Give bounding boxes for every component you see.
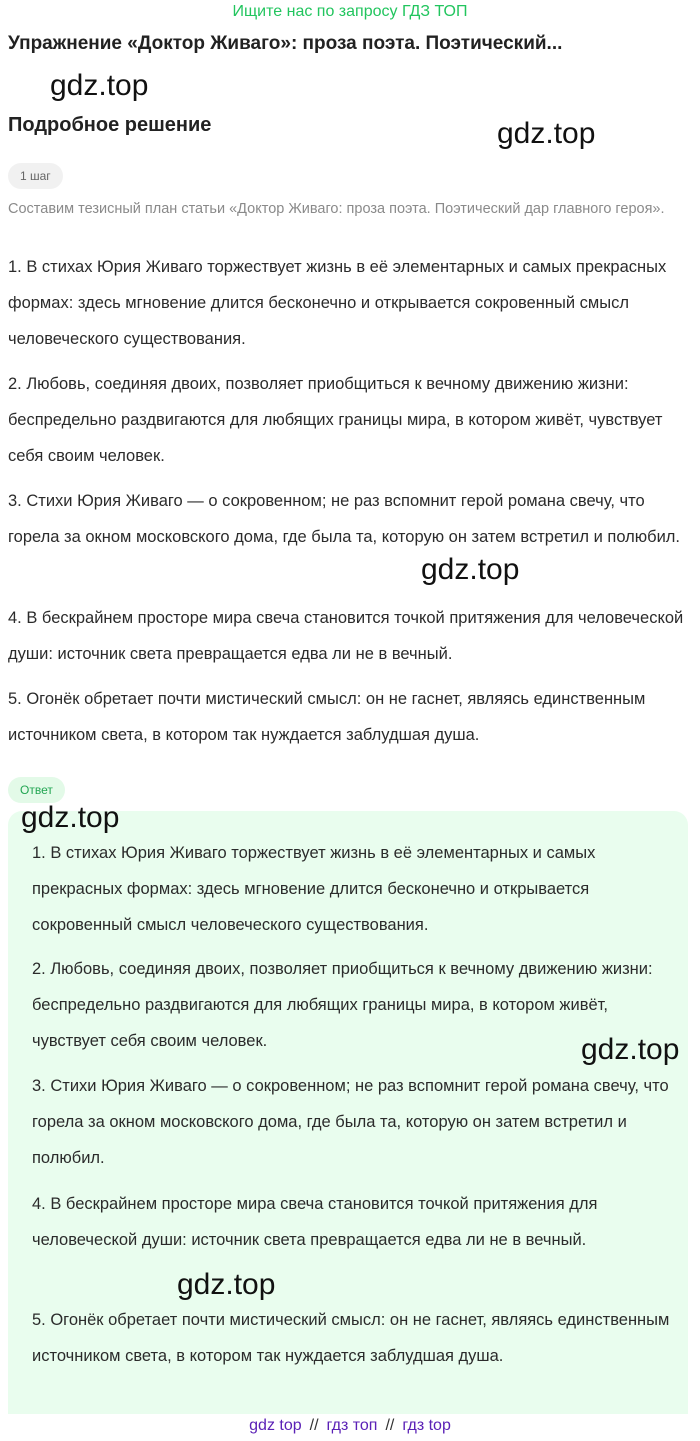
answer-badge: Ответ: [8, 777, 65, 803]
footer-links: [0, 1415, 700, 1437]
answer-point-3: 3. Стихи Юрия Живаго — о сокровенном; не раз вспомнит герой романа свечу, что горела за окном московского дома, где была та, которую он затем встретил и полюбил.: [32, 1077, 669, 1167]
footer-link-gdz-top-mixed[interactable]: гдз top: [402, 1417, 451, 1434]
solution-point-5: 5. Огонёк обретает почти мистический смысл: он не гаснет, являясь единственным источником света, в котором так нуждается заблудшая душа.: [8, 690, 646, 744]
watermark: gdz.top: [21, 801, 120, 834]
step-badge: 1 шаг: [8, 163, 63, 189]
answer-point-1: 1. В стихах Юрия Живаго торжествует жизнь в её элементарных и самых прекрасных формах: здесь мгновение длится бесконечно и открывается сокровенный смысл человеческого существования.: [32, 844, 596, 934]
watermark: gdz.top: [497, 117, 596, 150]
footer-separator: //: [309, 1417, 319, 1434]
search-banner: Ищите нас по запросу ГДЗ ТОП: [232, 3, 468, 20]
footer-link-gdz-top[interactable]: gdz top: [249, 1417, 302, 1434]
answer-point-5: 5. Огонёк обретает почти мистический смысл: он не гаснет, являясь единственным источником света, в котором так нуждается заблудшая душа.: [32, 1311, 670, 1365]
section-title: Подробное решение: [8, 114, 212, 136]
watermark: gdz.top: [50, 69, 149, 102]
solution-point-2: 2. Любовь, соединяя двоих, позволяет приобщиться к вечному движению жизни: беспредельно раздвигаются для любящих границы мира, в котором живёт, чувствует себя своим человек.: [8, 375, 663, 465]
watermark: gdz.top: [581, 1033, 680, 1066]
page-title: Упражнение «Доктор Живаго»: проза поэта. Поэтический...: [8, 33, 563, 54]
solution-point-1: 1. В стихах Юрия Живаго торжествует жизнь в её элементарных и самых прекрасных формах: здесь мгновение длится бесконечно и открывается сокровенный смысл человеческого существования.: [8, 258, 667, 348]
footer-link-gdz-top-ru[interactable]: гдз топ: [326, 1417, 378, 1434]
answer-point-2: 2. Любовь, соединяя двоих, позволяет приобщиться к вечному движению жизни: беспредельно раздвигаются для любящих границы мира, в котором живёт, чувствует себя своим человек.: [32, 960, 653, 1050]
solution-point-3: 3. Стихи Юрия Живаго — о сокровенном; не раз вспомнит герой романа свечу, что горела за окном московского дома, где была та, которую он затем встретил и полюбил.: [8, 492, 681, 546]
watermark: gdz.top: [421, 553, 520, 586]
footer-separator: //: [385, 1417, 395, 1434]
watermark: gdz.top: [177, 1268, 276, 1301]
solution-point-4: 4. В бескрайнем просторе мира свеча становится точкой притяжения для человеческой души: источник света превращается едва ли не в вечный.: [8, 609, 684, 663]
answer-point-4: 4. В бескрайнем просторе мира свеча становится точкой притяжения для человеческой души: источник света превращается едва ли не в вечный.: [32, 1195, 598, 1249]
solution-intro: Составим тезисный план статьи «Доктор Живаго: проза поэта. Поэтический дар главного героя».: [8, 201, 665, 217]
